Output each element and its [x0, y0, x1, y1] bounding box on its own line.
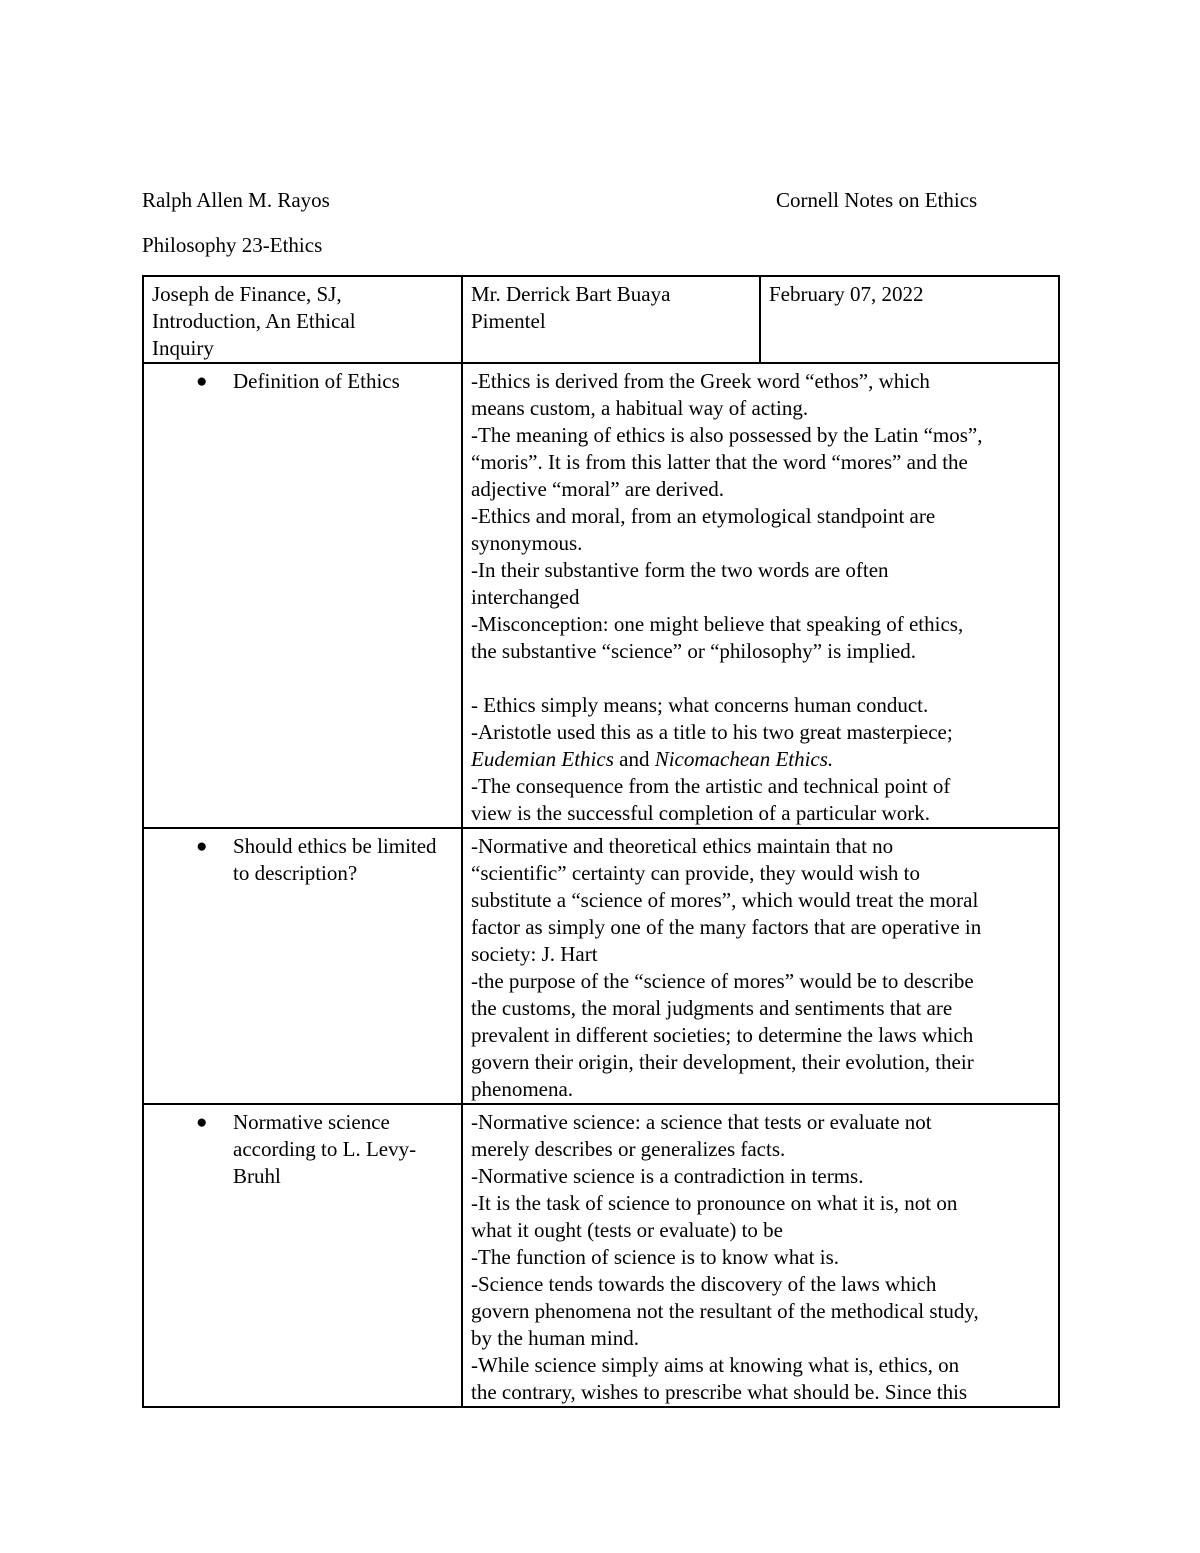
- note-line: -Normative science is a contradiction in terms.: [471, 1164, 864, 1188]
- note-line: “scientific” certainty can provide, they would wish to: [471, 861, 921, 885]
- bullet-icon: ●: [196, 836, 208, 857]
- course-name: Philosophy 23-Ethics: [142, 233, 323, 257]
- cue-cell: [143, 1104, 462, 1407]
- note-line: the substantive “science” or “philosophy” is implied.: [471, 639, 916, 663]
- note-line: -Ethics is derived from the Greek word “ethos”, which: [471, 369, 930, 393]
- note-line-titles: [471, 746, 1050, 773]
- book-title: Eudemian Ethics: [471, 747, 614, 771]
- notes-cell: [462, 1104, 1059, 1407]
- conjunction: and: [613, 747, 655, 771]
- bullet-icon: ●: [196, 1112, 208, 1133]
- note-line: prevalent in different societies; to determine the laws which: [471, 1023, 974, 1047]
- note-line: what it ought (tests or evaluate) to be: [471, 1218, 783, 1242]
- instructor-line: Mr. Derrick Bart Buaya: [471, 282, 671, 306]
- instructor-line: Pimentel: [471, 309, 546, 333]
- note-line: the contrary, wishes to prescribe what should be. Since this: [471, 1380, 968, 1404]
- note-line: - Ethics simply means; what concerns human conduct.: [471, 693, 929, 717]
- table-header-row: [143, 276, 1059, 363]
- note-line: the customs, the moral judgments and sentiments that are: [471, 996, 953, 1020]
- table-row: [143, 1104, 1059, 1407]
- note-line: synonymous.: [471, 531, 583, 555]
- source-line: Joseph de Finance, SJ,: [152, 282, 342, 306]
- note-line: factor as simply one of the many factors that are operative in: [471, 915, 982, 939]
- date-cell: [760, 276, 1059, 363]
- note-line: -Aristotle used this as a title to his two great masterpiece;: [471, 720, 953, 744]
- source-line: Introduction, An Ethical: [152, 309, 356, 333]
- document-title: Cornell Notes on Ethics: [776, 188, 978, 212]
- bullet-icon: ●: [196, 371, 208, 392]
- note-line: merely describes or generalizes facts.: [471, 1137, 786, 1161]
- note-line: means custom, a habitual way of acting.: [471, 396, 809, 420]
- note-line: “moris”. It is from this latter that the word “mores” and the: [471, 450, 968, 474]
- note-line: -the purpose of the “science of mores” would be to describe: [471, 969, 974, 993]
- note-line: -In their substantive form the two words are often: [471, 558, 889, 582]
- source-line: Inquiry: [152, 336, 214, 360]
- note-line: -The meaning of ethics is also possessed by the Latin “mos”,: [471, 423, 983, 447]
- book-title: Nicomachean Ethics.: [654, 747, 834, 771]
- cue-item: [160, 368, 449, 395]
- note-line: -The consequence from the artistic and technical point of: [471, 774, 951, 798]
- cue-cell: [143, 828, 462, 1104]
- date-text: February 07, 2022: [769, 282, 924, 306]
- note-line: society: J. Hart: [471, 942, 598, 966]
- blank-line: [471, 665, 1050, 692]
- cue-item: [160, 833, 449, 887]
- cue-text: Should ethics be limited: [233, 834, 437, 858]
- source-cell: [143, 276, 462, 363]
- note-line: by the human mind.: [471, 1326, 639, 1350]
- table-row: [143, 363, 1059, 828]
- note-line: -It is the task of science to pronounce on what it is, not on: [471, 1191, 958, 1215]
- note-line: -Science tends towards the discovery of the laws which: [471, 1272, 937, 1296]
- cue-text: Definition of Ethics: [233, 369, 400, 393]
- cue-text: Normative science: [233, 1110, 390, 1134]
- note-line: govern their origin, their development, their evolution, their: [471, 1050, 974, 1074]
- notes-cell: [462, 828, 1059, 1104]
- cue-text: according to L. Levy-: [233, 1137, 417, 1161]
- cornell-notes-table: [142, 275, 1060, 1408]
- cue-item: [160, 1109, 449, 1190]
- cue-text: to description?: [233, 861, 358, 885]
- notes-cell: [462, 363, 1059, 828]
- author-name: Ralph Allen M. Rayos: [142, 188, 330, 212]
- note-line: phenomena.: [471, 1077, 574, 1101]
- note-line: -Misconception: one might believe that speaking of ethics,: [471, 612, 964, 636]
- note-line: adjective “moral” are derived.: [471, 477, 725, 501]
- instructor-cell: [462, 276, 760, 363]
- note-line: -Normative science: a science that tests or evaluate not: [471, 1110, 932, 1134]
- note-line: substitute a “science of mores”, which would treat the moral: [471, 888, 979, 912]
- note-line: -The function of science is to know what is.: [471, 1245, 839, 1269]
- note-line: interchanged: [471, 585, 580, 609]
- note-line: -While science simply aims at knowing what is, ethics, on: [471, 1353, 960, 1377]
- note-line: -Normative and theoretical ethics maintain that no: [471, 834, 894, 858]
- note-line: view is the successful completion of a particular work.: [471, 801, 930, 825]
- note-line: govern phenomena not the resultant of the methodical study,: [471, 1299, 979, 1323]
- table-row: [143, 828, 1059, 1104]
- note-line: -Ethics and moral, from an etymological standpoint are: [471, 504, 936, 528]
- cue-cell: [143, 363, 462, 828]
- cue-text: Bruhl: [233, 1164, 281, 1188]
